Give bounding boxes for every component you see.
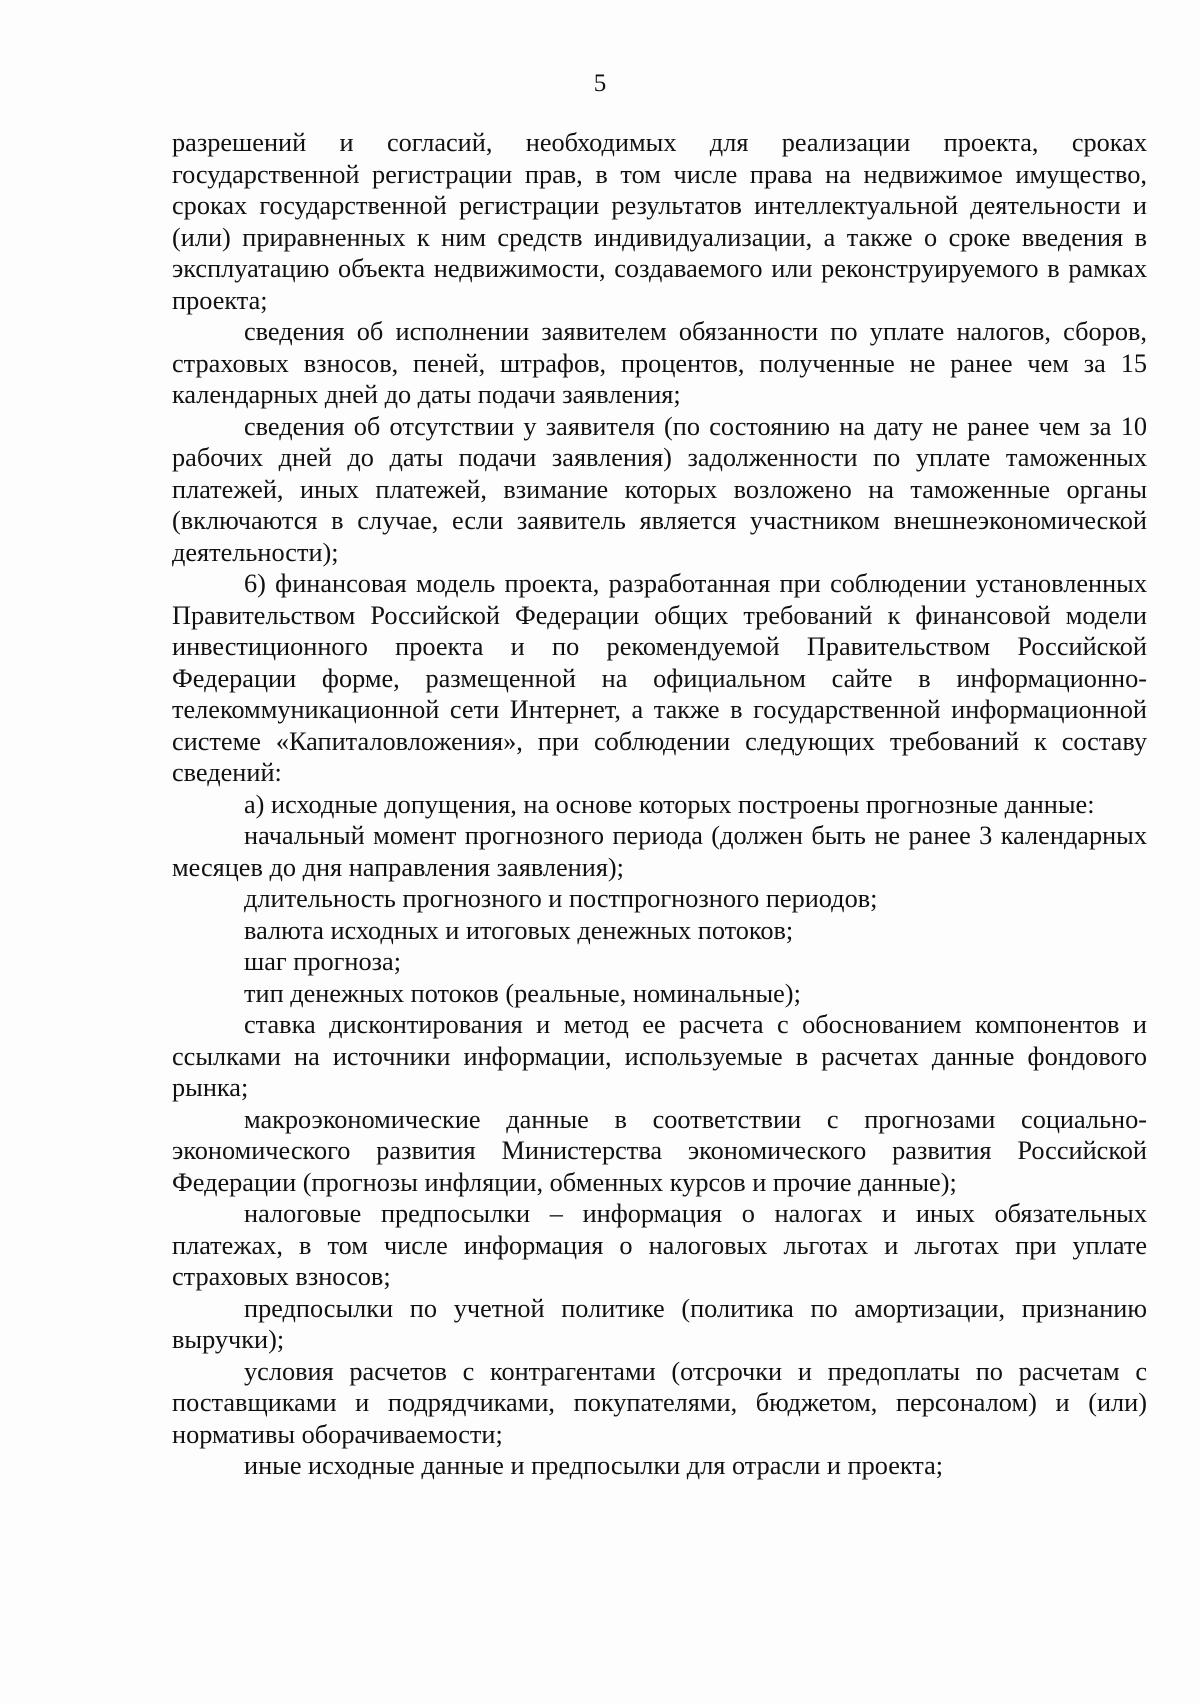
paragraph-other-assumptions: иные исходные данные и предпосылки для отрасли и проекта; xyxy=(244,1451,944,1480)
paragraph-forecast-step: шаг прогноза; xyxy=(244,947,402,976)
paragraph-tax-obligations: сведения об исполнении заявителем обязанности по уплате налогов, сборов, страховых взносов, пеней, штрафов, процентов, полученные не ранее чем за 15 календарных дней до даты подачи заявления; xyxy=(172,317,1147,409)
paragraph-forecast-duration: длительность прогнозного и постпрогнозного периодов; xyxy=(244,884,878,913)
paragraph-forecast-start: начальный момент прогнозного периода (должен быть не ранее 3 календарных месяцев до дня направления заявления); xyxy=(172,821,1147,882)
document-body xyxy=(172,127,1147,1482)
paragraph-initial-assumptions: а) исходные допущения, на основе которых построены прогнозные данные: xyxy=(244,789,1095,819)
paragraph-currency: валюта исходных и итоговых денежных потоков; xyxy=(244,915,794,945)
paragraph-permits-deadlines: разрешений и согласий, необходимых для реализации проекта, сроках государственной регистрации прав, в том числе права на недвижимое имущество, сроках государственной регистрации результатов интеллектуальной деятельности и (или) приравненных к ним средств индивидуализации, а также о сроке введения в эксплуатацию объекта недвижимости, создаваемого или реконструируемого в рамках проекта; xyxy=(172,128,1147,315)
paragraph-tax-assumptions: налоговые предпосылки – информация о налогах и иных обязательных платежах, в том числе информация о налоговых льготах и льготах при уплате страховых взносов; xyxy=(172,1199,1147,1291)
paragraph-counterparty-terms: условия расчетов с контрагентами (отсрочки и предоплаты по расчетам с поставщиками и подрядчиками, покупателями, бюджетом, персоналом) и (или) нормативы оборачиваемости; xyxy=(172,1356,1147,1449)
page-number: 5 xyxy=(593,70,607,97)
paragraph-accounting-policy: предпосылки по учетной политике (политика по амортизации, признанию выручки); xyxy=(172,1293,1147,1354)
paragraph-financial-model: 6) финансовая модель проекта, разработанная при соблюдении установленных Правительством Российской Федерации общих требований к финансовой модели инвестиционного проекта и по рекомендуемой Правительством Российской Федерации форме, размещенной на официальном сайте в информационно-телекоммуникационной сети Интернет, а также в государственной информационной системе «Капиталовложения», при соблюдении следующих требований к составу сведений: xyxy=(172,569,1147,787)
paragraph-cash-flow-type: тип денежных потоков (реальные, номинальные); xyxy=(244,978,801,1008)
paragraph-customs-debt: сведения об отсутствии у заявителя (по состоянию на дату не ранее чем за 10 рабочих дней до даты подачи заявления) задолженности по уплате таможенных платежей, иных платежей, взимание которых возложено на таможенные органы (включаются в случае, если заявитель является участником внешнеэкономической деятельности); xyxy=(172,411,1147,567)
paragraph-discount-rate: ставка дисконтирования и метод ее расчета с обоснованием компонентов и ссылками на источники информации, используемые в расчетах данные фондового рынка; xyxy=(172,1010,1147,1102)
paragraph-macroeconomic-data: макроэкономические данные в соответствии с прогнозами социально-экономического развития Министерства экономического развития Российской Федерации (прогнозы инфляции, обменных курсов и прочие данные); xyxy=(172,1104,1147,1197)
